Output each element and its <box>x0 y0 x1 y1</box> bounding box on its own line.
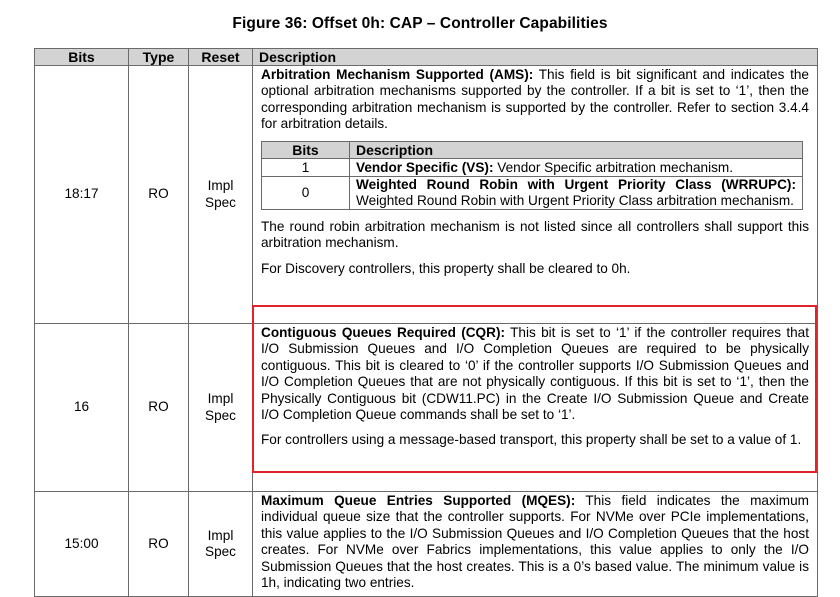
field-text: This bit is set to ‘1’ if the controller requires that I/O Submission Queues and I/O Completion Queues are required to be physically contiguous. This bit is cleared to ‘0’ if the controller supports I/O Submission Queues and I/O Completion Queues that are not physically contiguous. If this bit is set to ‘1’, then the Physically Contiguous bit (CDW11.PC) in the Create I/O Submission Queue and Create I/O Completion Queue commands shall be set to ‘1’. <box>261 325 810 423</box>
col-header-bits: Bits <box>35 49 129 66</box>
table-row <box>35 492 818 597</box>
field-text: This field indicates the maximum individual queue size that the controller supports. For NVMe over PCIe implementations, this value applies to the I/O Submission Queues and I/O Completion Queues that the host creates. For NVMe over Fabrics implementations, this value applies to only the I/O Submission Queues that the host creates. This is a 0’s based value. The minimum value is 1h, indicating two entries. <box>261 493 810 591</box>
col-header-description: Description <box>253 49 818 66</box>
inner-field-text: Vendor Specific arbitration mechanism. <box>497 159 734 175</box>
field-name: Arbitration Mechanism Supported (AMS): <box>261 67 534 82</box>
description-paragraph <box>261 493 809 591</box>
inner-field-name: Vendor Specific (VS): <box>356 159 494 175</box>
field-name: Maximum Queue Entries Supported (MQES): <box>261 493 576 508</box>
cell-reset: Impl Spec <box>189 492 253 597</box>
table-header-row <box>35 49 818 66</box>
col-header-type: Type <box>129 49 189 66</box>
description-note: For Discovery controllers, this property shall be cleared to 0h. <box>261 260 631 276</box>
field-name: Contiguous Queues Required (CQR): <box>261 325 506 340</box>
inner-table-row <box>262 177 803 210</box>
cell-bits: 16 <box>35 324 129 492</box>
cell-description <box>253 492 818 597</box>
cell-reset: Impl Spec <box>189 66 253 324</box>
cell-description <box>253 324 818 492</box>
inner-cell-description <box>350 177 803 210</box>
cell-reset: Impl Spec <box>189 324 253 492</box>
inner-cell-bits: 0 <box>262 177 350 210</box>
cell-type: RO <box>129 492 189 597</box>
arbitration-table <box>261 141 803 210</box>
table-row <box>35 324 818 492</box>
inner-field-name: Weighted Round Robin with Urgent Priority Class (WRRUPC): <box>356 177 796 193</box>
table-row <box>35 66 818 324</box>
inner-cell-bits: 1 <box>262 158 350 177</box>
col-header-reset: Reset <box>189 49 253 66</box>
cell-type: RO <box>129 66 189 324</box>
register-table <box>34 48 818 597</box>
description-note: The round robin arbitration mechanism is not listed since all controllers shall support this arbitration mechanism. <box>261 219 809 251</box>
cell-description <box>253 66 818 324</box>
description-paragraph <box>261 67 809 133</box>
figure-title: Figure 36: Offset 0h: CAP – Controller Capabilities <box>232 15 608 32</box>
inner-table-row <box>262 158 803 177</box>
inner-field-text: Weighted Round Robin with Urgent Priority Class arbitration mechanism. <box>356 193 794 209</box>
inner-col-header-bits: Bits <box>262 141 350 158</box>
field-text: This field is bit significant and indicates the optional arbitration mechanisms supported by the controller. If a bit is set to ‘1’, then the corresponding arbitration mechanism is supported by the controller. Refer to section 3.4.4 for arbitration details. <box>261 67 809 132</box>
description-note: For controllers using a message-based transport, this property shall be set to a value of 1. <box>261 432 802 448</box>
cell-type: RO <box>129 324 189 492</box>
cell-bits: 18:17 <box>35 66 129 324</box>
inner-header-row <box>262 141 803 158</box>
cell-bits: 15:00 <box>35 492 129 597</box>
inner-cell-description <box>350 158 803 177</box>
description-paragraph <box>261 325 809 423</box>
inner-col-header-description: Description <box>350 141 803 158</box>
